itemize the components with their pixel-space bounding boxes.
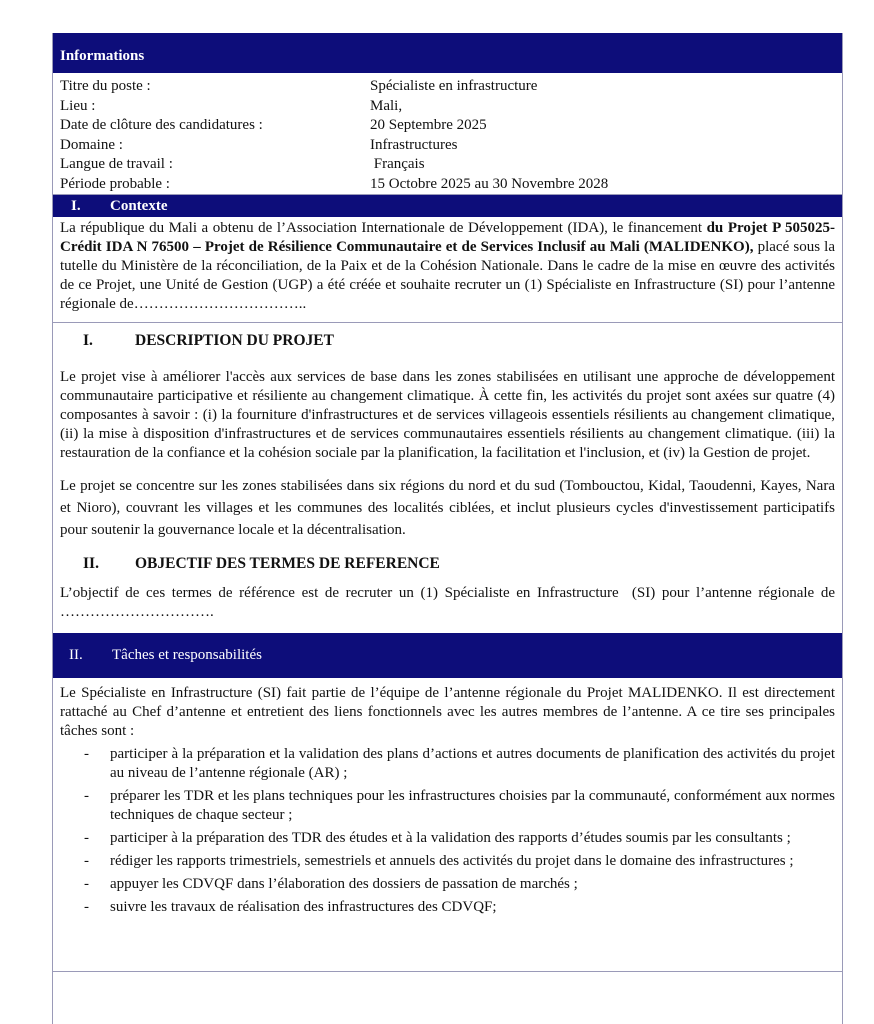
info-value: Mali, [370, 97, 403, 114]
page-bottom-border [53, 971, 842, 972]
description-paragraph: Le projet vise à améliorer l'accès aux services de base dans les zones stabilisées en utilisant une approche de développement communautaire participative et résiliente au changement climatique. À cette fin, les activités du projet sont axées sur quatre (4) composantes à savoir : (i) la fourniture d'infrastructures et de services villageois essentiels résilients au changement climatique, (ii) la mise à disposition d'infrastructures et de services communautaires essentiels résilients au changement climatique. (iii) la restauration de la confiance et la cohésion sociale par la planification, la facilitation et l'inclusion, et (iv) la Gestion de projet. [60, 369, 835, 461]
info-label: Période probable : [60, 175, 170, 192]
objectif-text: L’objectif de ces termes de référence est de recruter un (1) Spécialiste en Infrastructure (SI) pour l’antenne régionale de …………………………. [60, 585, 839, 620]
info-row [60, 77, 835, 97]
taches-body [53, 678, 842, 917]
info-row [60, 175, 835, 195]
list-item-text: participer à la préparation et la validation des plans d’actions et autres documents de planification des activités du projet au niveau de l’antenne régionale (AR) ; [110, 746, 835, 781]
list-item [60, 745, 835, 783]
info-value: Spécialiste en infrastructure [370, 78, 538, 94]
contexte-text-part: La république du Mali a obtenu de l’Association Internationale de Développement (IDA), le financement [60, 220, 707, 236]
info-row [60, 136, 835, 156]
info-label: Domaine : [60, 136, 123, 153]
section-number: II. [69, 647, 83, 663]
info-value: Français [370, 156, 425, 172]
list-item [60, 875, 835, 894]
section-title: DESCRIPTION DU PROJET [135, 332, 334, 349]
informations-table [53, 73, 842, 195]
section-title: Contexte [110, 198, 168, 214]
info-value: 20 Septembre 2025 [370, 117, 487, 133]
description-title [53, 332, 842, 350]
bullet-dash: - [84, 876, 89, 892]
informations-header: Informations [53, 33, 842, 73]
taches-header [53, 633, 842, 678]
info-row [60, 155, 835, 175]
description-paragraph: Le projet se concentre sur les zones stabilisées dans six régions du nord et du sud (Tombouctou, Kidal, Taoudenni, Kayes, Nara et Nioro), couvrant les villages et les communes des localités ciblées, et inclut plusieurs cycles d'investissement participatifs pour soutenir la gouvernance locale et la décentralisation. [60, 478, 835, 538]
info-row [60, 116, 835, 136]
list-item [60, 787, 835, 825]
contexte-text [53, 217, 842, 323]
info-row [60, 97, 835, 117]
section-title: Tâches et responsabilités [112, 647, 262, 663]
bullet-dash: - [84, 853, 89, 869]
list-item-text: appuyer les CDVQF dans l’élaboration des dossiers de passation de marchés ; [110, 876, 578, 892]
bullet-dash: - [84, 830, 89, 846]
contexte-text-bold: du Projet P 505025- Crédit IDA N 76500 – Projet de Résilience Communautaire et de Services Inclusif au Mali (MALIDENKO), [60, 220, 835, 255]
list-item [60, 898, 835, 917]
section-number: I. [83, 332, 93, 349]
info-label: Date de clôture des candidatures : [60, 117, 263, 133]
bullet-dash: - [84, 899, 89, 915]
objectif-title [53, 555, 842, 573]
bullet-dash: - [84, 788, 89, 804]
list-item [60, 852, 835, 871]
list-item-text: participer à la préparation des TDR des études et à la validation des rapports d’études soumis par les consultants ; [110, 830, 791, 846]
contexte-text-part: placé sous la tutelle du Ministère de la réconciliation, de la Paix et de la Cohésion Nationale. Dans le cadre de la mise en œuvre des activités de ce Projet, une Unité de Gestion (UGP) a été créée et souhaite recruter un (1) Spécialiste en Infrastructure (SI) pour l’antenne régionale de…………………………….. [60, 239, 836, 312]
taches-intro: Le Spécialiste en Infrastructure (SI) fait partie de l’équipe de l’antenne régionale du Projet MALIDENKO. Il est directement rattaché au Chef d’antenne et entretient des liens fonctionnels avec les autres membres de l’antenne. A ce tire ses principales tâches sont : [60, 685, 835, 739]
document-page [52, 33, 843, 1024]
list-item-text: préparer les TDR et les plans techniques pour les infrastructures choisies par la communauté, conformément aux normes techniques de chaque secteur ; [110, 788, 835, 823]
contexte-header [53, 195, 842, 217]
info-label: Lieu : [60, 97, 96, 114]
section-title: OBJECTIF DES TERMES DE REFERENCE [135, 555, 440, 572]
bullet-dash: - [84, 746, 89, 762]
list-item-text: suivre les travaux de réalisation des infrastructures des CDVQF; [110, 899, 497, 915]
task-list [60, 745, 835, 917]
list-item-text: rédiger les rapports trimestriels, semestriels et annuels des activités du projet dans le domaine des infrastructures ; [110, 853, 794, 869]
info-value: 15 Octobre 2025 au 30 Novembre 2028 [370, 175, 609, 192]
info-label: Langue de travail : [60, 156, 173, 172]
section-number: II. [83, 555, 99, 572]
section-number: I. [71, 198, 81, 214]
info-value: Infrastructures [370, 136, 458, 153]
list-item [60, 829, 835, 848]
info-label: Titre du poste : [60, 78, 151, 94]
